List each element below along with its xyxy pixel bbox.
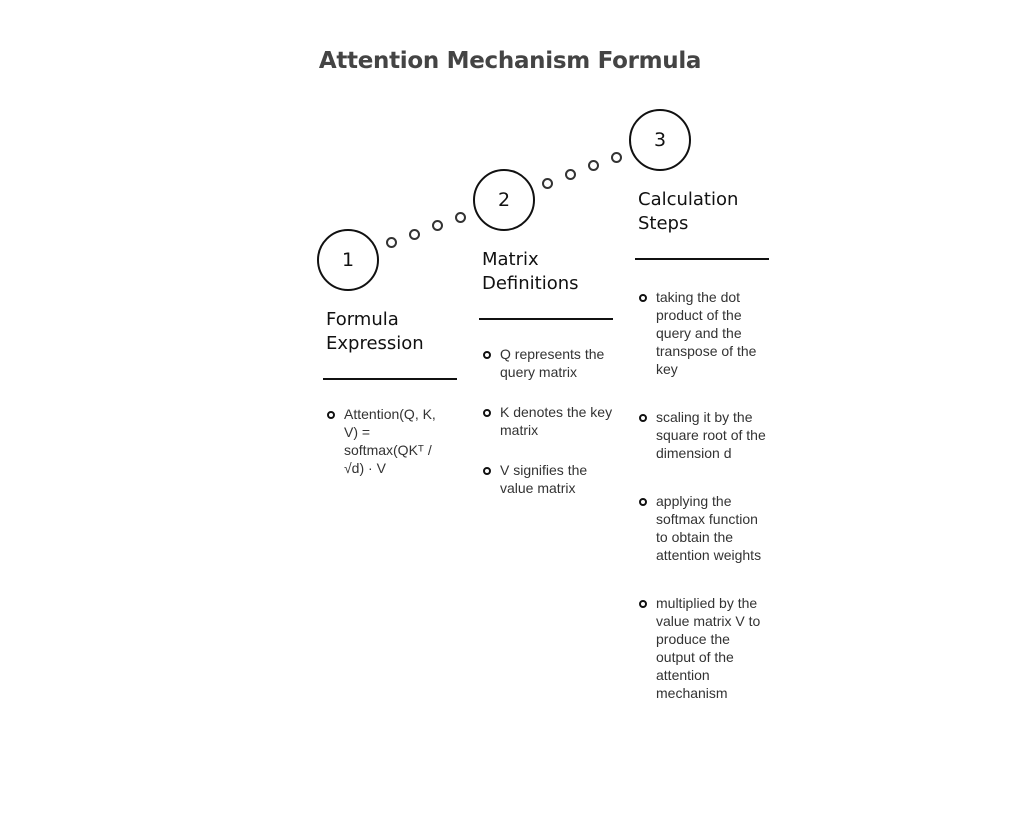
bullet-icon: [483, 467, 491, 475]
step-divider: [635, 258, 769, 260]
connector-dot: [542, 178, 553, 189]
item-text: multiplied by the value matrix V to produce the output of the attention mechanism: [656, 595, 761, 701]
connector-dot: [386, 237, 397, 248]
bullet-icon: [639, 498, 647, 506]
list-item: [638, 594, 772, 702]
connector-dot: [611, 152, 622, 163]
step-number-circle: 1: [317, 229, 379, 291]
list-item: [482, 461, 616, 497]
bullet-icon: [327, 411, 335, 419]
item-text: K denotes the key matrix: [500, 404, 613, 438]
item-text: Attention(Q, K, V) = softmax(QKᵀ / √d) · V: [344, 406, 436, 476]
bullet-icon: [639, 294, 647, 302]
step-divider: [479, 318, 613, 320]
connector-dot: [455, 212, 466, 223]
bullet-icon: [483, 351, 491, 359]
item-text: taking the dot product of the query and the transpose of the key: [656, 289, 757, 377]
list-item: [638, 492, 772, 564]
list-item: [638, 408, 772, 462]
bullet-icon: [483, 409, 491, 417]
step-divider: [323, 378, 457, 380]
step-items: [482, 345, 616, 519]
item-text: applying the softmax function to obtain the attention weights: [656, 493, 762, 563]
step-heading: Calculation Steps: [638, 189, 739, 234]
list-item: [482, 345, 616, 381]
step-number-circle: 3: [629, 109, 691, 171]
step-items: [326, 405, 452, 499]
list-item: [638, 288, 772, 378]
list-item: [482, 403, 616, 439]
step-number-circle: 2: [473, 169, 535, 231]
item-text: Q represents the query matrix: [500, 346, 605, 380]
step-items: [638, 288, 772, 724]
diagram-title: Attention Mechanism Formula: [318, 48, 702, 74]
bullet-icon: [639, 600, 647, 608]
item-text: scaling it by the square root of the dimension d: [656, 409, 766, 461]
bullet-icon: [639, 414, 647, 422]
list-item: [326, 405, 452, 477]
connector-dot: [588, 160, 599, 171]
item-text: V signifies the value matrix: [500, 462, 588, 496]
step-heading: Matrix Definitions: [482, 249, 579, 294]
connector-dot: [565, 169, 576, 180]
step-heading: Formula Expression: [326, 309, 424, 354]
connector-dot: [432, 220, 443, 231]
connector-dot: [409, 229, 420, 240]
